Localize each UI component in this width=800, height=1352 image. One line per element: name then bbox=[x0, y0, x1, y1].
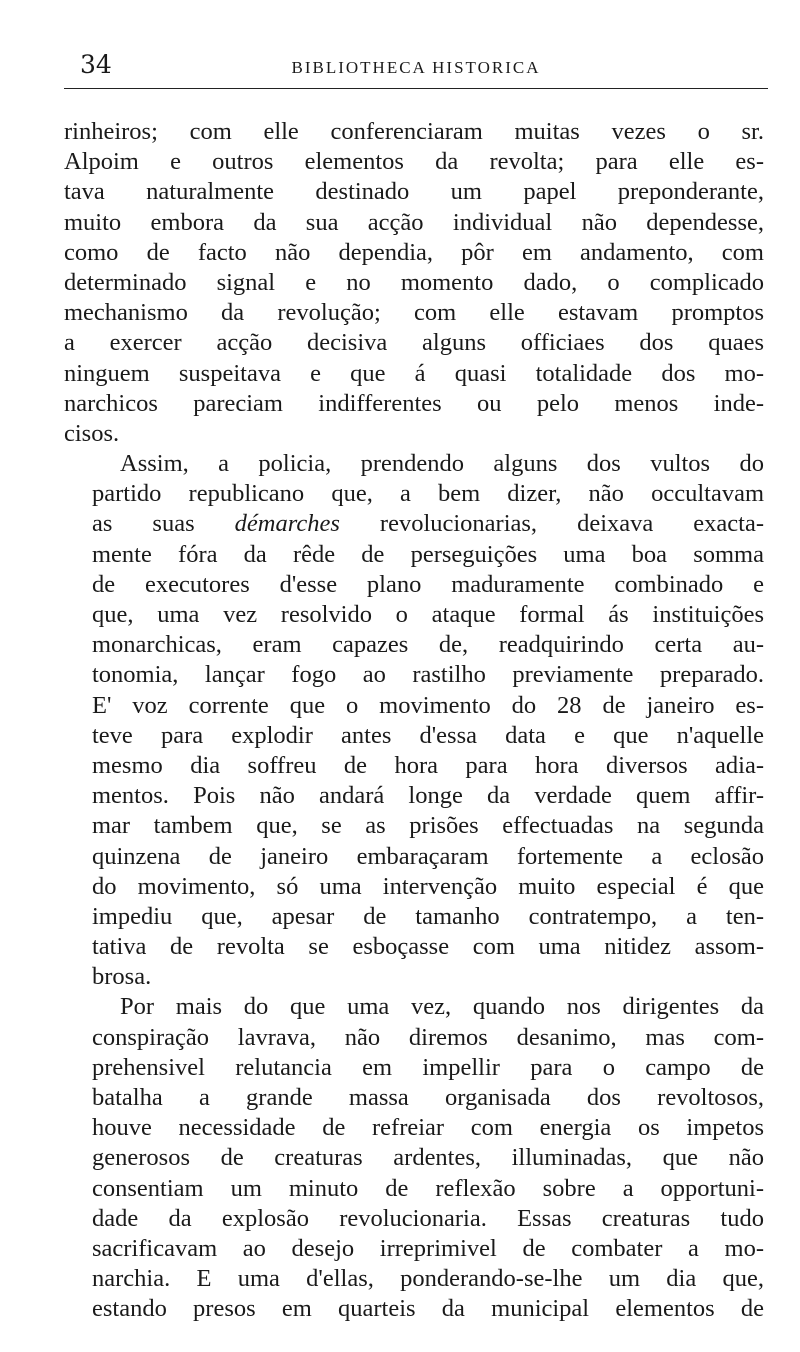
running-title: BIBLIOTHECA HISTORICA bbox=[291, 58, 541, 77]
text-line: a exercer acção decisiva alguns officiaes dos quaes bbox=[64, 329, 764, 357]
text-line: que, uma vez resolvido o ataque formal ás instituições bbox=[92, 601, 764, 628]
text-line: dade da explosão revolucionaria. Essas creaturas tudo bbox=[92, 1204, 764, 1232]
text-line: impediu que, apesar de tamanho contratempo, a ten- bbox=[92, 902, 764, 930]
text-line: mentos. Pois não andará longe da verdade quem affir- bbox=[92, 782, 764, 810]
italic-term: démarches bbox=[234, 510, 340, 538]
text-line: determinado signal e no momento dado, o complicado bbox=[64, 268, 764, 296]
text-line: houve necessidade de refreiar com energia os impetos bbox=[92, 1114, 764, 1142]
text-line: muito embora da sua acção individual não dependesse, bbox=[64, 208, 764, 236]
text-line: narchia. E uma d'ellas, ponderando-se-lhe um dia que, bbox=[92, 1265, 764, 1293]
text-line: brosa. bbox=[92, 963, 152, 991]
header-rule bbox=[64, 88, 768, 89]
text-line: mente fóra da rêde de perseguições uma boa somma bbox=[92, 540, 764, 568]
text-line: Assim, a policia, prendendo alguns dos vultos do bbox=[120, 450, 764, 478]
text-line: Alpoim e outros elementos da revolta; para elle es- bbox=[64, 148, 764, 176]
text-line: teve para explodir antes d'essa data e que n'aquelle bbox=[92, 721, 764, 749]
text-line: mesmo dia soffreu de hora para hora diversos adia- bbox=[92, 751, 764, 779]
body-text bbox=[64, 117, 764, 1325]
text-line: tativa de revolta se esboçasse com uma nitidez assom- bbox=[92, 933, 764, 961]
text-line: do movimento, só uma intervenção muito especial é que bbox=[92, 872, 764, 900]
text-line: monarchicas, eram capazes de, readquirindo certa au- bbox=[92, 631, 764, 659]
text-line: rinheiros; com elle conferenciaram muitas vezes o sr. bbox=[64, 118, 764, 145]
text-line: Por mais do que uma vez, quando nos dirigentes da bbox=[120, 993, 764, 1021]
text-line: mechanismo da revolução; com elle estavam promptos bbox=[64, 299, 764, 327]
text-line: generosos de creaturas ardentes, illuminadas, que não bbox=[92, 1144, 764, 1172]
text-line: batalha a grande massa organisada dos revoltosos, bbox=[92, 1084, 764, 1111]
text-line-with-italic bbox=[64, 509, 764, 539]
paragraph-1 bbox=[64, 117, 764, 449]
text-line: prehensivel relutancia em impellir para o campo de bbox=[92, 1053, 764, 1081]
page-number: 34 bbox=[80, 50, 112, 79]
text-line: tonomia, lançar fogo ao rastilho previamente preparado. bbox=[92, 661, 764, 689]
text-line: de executores d'esse plano maduramente combinado e bbox=[92, 570, 764, 598]
text-line: ninguem suspeitava e que á quasi totalidade dos mo- bbox=[64, 359, 764, 387]
text-line: consentiam um minuto de reflexão sobre a opportuni- bbox=[92, 1174, 764, 1202]
text-line: cisos. bbox=[64, 419, 120, 447]
paragraph-3 bbox=[64, 992, 764, 1324]
text-line: tava naturalmente destinado um papel preponderante, bbox=[64, 178, 764, 206]
text-line: conspiração lavrava, não diremos desanimo, mas com- bbox=[92, 1023, 764, 1051]
text-line: sacrificavam ao desejo irreprimivel de combater a mo- bbox=[92, 1234, 764, 1262]
text-run: as suas bbox=[92, 510, 235, 538]
text-line: mar tambem que, se as prisões effectuadas na segunda bbox=[92, 812, 764, 840]
text-line: como de facto não dependia, pôr em andamento, com bbox=[64, 238, 764, 266]
text-run: revolucionarias, deixava exacta- bbox=[339, 510, 764, 538]
text-line: E' voz corrente que o movimento do 28 de janeiro es- bbox=[92, 691, 764, 719]
text-line: estando presos em quarteis da municipal elementos de bbox=[92, 1295, 764, 1323]
text-line: quinzena de janeiro embaraçaram fortemente a eclosão bbox=[92, 842, 764, 870]
paragraph-2 bbox=[64, 449, 764, 992]
text-line: narchicos pareciam indifferentes ou pelo menos inde- bbox=[64, 389, 764, 417]
page-header bbox=[64, 48, 768, 88]
text-line: partido republicano que, a bem dizer, não occultavam bbox=[92, 480, 764, 508]
